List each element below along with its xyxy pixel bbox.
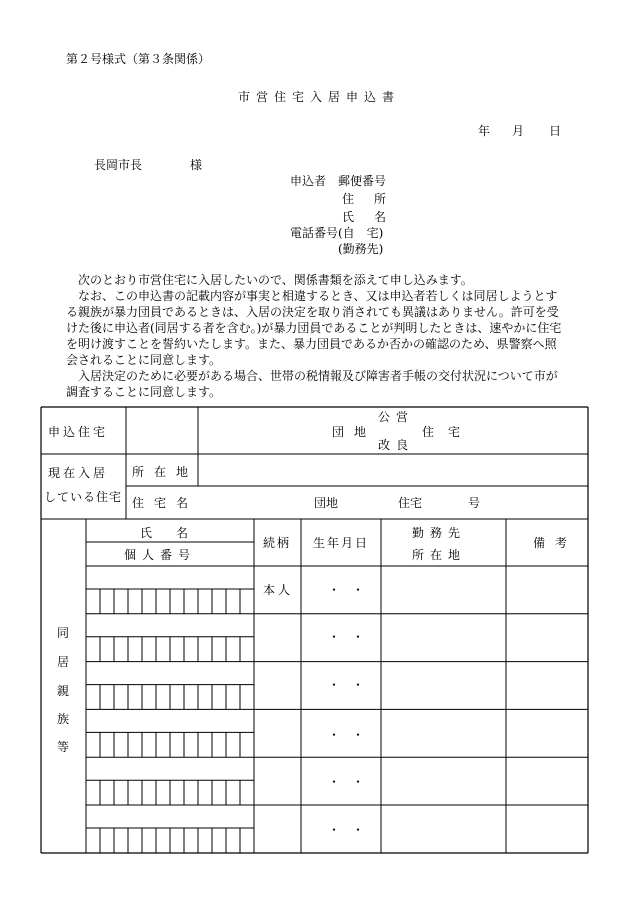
- label-housing-name: 住宅名: [132, 496, 199, 510]
- label-current-1: 現在入居: [48, 466, 109, 480]
- addressee-mayor: 長岡市長: [94, 158, 143, 172]
- label-current-2: している住宅: [44, 490, 123, 504]
- birth-dots-3: ・ ・: [328, 678, 365, 692]
- current-gou: 号: [468, 496, 481, 510]
- col-mynumber: 個人番号: [124, 548, 197, 562]
- apply-danchi: 団地: [332, 425, 377, 439]
- applicant-label: 申込者: [290, 174, 327, 188]
- apply-kouei: 公営: [378, 410, 415, 424]
- applicant-postal: 郵便番号: [338, 174, 387, 188]
- label-location: 所在地: [132, 465, 199, 479]
- family-label-3: 親: [57, 684, 70, 698]
- applicant-phone-home: 電話番号(自 宅): [290, 226, 384, 240]
- col-work-1: 勤務先: [412, 526, 467, 540]
- date-day: 日: [549, 124, 562, 138]
- applicant-name: 氏 名: [342, 210, 391, 224]
- family-label-4: 族: [57, 712, 70, 726]
- col-name: 氏 名: [140, 526, 189, 540]
- birth-dots-1: ・ ・: [328, 583, 365, 597]
- relation-self: 本人: [263, 583, 294, 597]
- col-remarks: 備考: [533, 536, 578, 550]
- applicant-address: 住 所: [342, 192, 391, 206]
- paragraph-2: なお、この申込書の記載内容が事実と相違するとき、又は申込者若しくは同居しようとする親族が暴力団員であるときは、入居の決定を取り消されても異議はありません。許可を受けた後に申込者(同居する者を含む。)が暴力団員であることが判明したときは、速やかに住宅を明け渡すことを誓約いたします。また、暴力団員であるか否かの確認のため、県警察へ照会されることに同意します。: [66, 289, 562, 367]
- col-birth: 生年月日: [313, 536, 370, 550]
- applicant-phone-work: (勤務先): [338, 242, 384, 256]
- form-number: 第２号様式（第３条関係）: [66, 52, 211, 66]
- apply-juutaku: 住宅: [422, 425, 475, 439]
- paragraph-3: 入居決定のために必要がある場合、世帯の税情報及び障害者手帳の交付状況について市が調査することに同意します。: [66, 369, 558, 399]
- date-month: 月: [512, 124, 525, 138]
- addressee-sama: 様: [190, 158, 203, 172]
- family-label-5: 等: [57, 740, 70, 754]
- family-label-2: 居: [57, 655, 70, 669]
- label-apply-housing: 申込住宅: [48, 425, 109, 439]
- page-title: 市営住宅入居申込書: [238, 90, 401, 104]
- family-label-1: 同: [57, 626, 70, 640]
- birth-dots-2: ・ ・: [328, 630, 365, 644]
- birth-dots-4: ・ ・: [328, 728, 365, 742]
- paragraph-1: 次のとおり市営住宅に入居したいので、関係書類を添えて申し込みます。: [78, 273, 473, 287]
- current-danchi: 団地: [314, 496, 339, 510]
- apply-kairyou: 改良: [378, 438, 415, 452]
- col-work-2: 所在地: [412, 548, 467, 562]
- current-juutaku: 住宅: [398, 496, 423, 510]
- body-text: [66, 272, 566, 400]
- date-year: 年: [478, 124, 491, 138]
- birth-dots-6: ・ ・: [328, 823, 365, 837]
- birth-dots-5: ・ ・: [328, 775, 365, 789]
- col-relation: 続柄: [263, 536, 292, 550]
